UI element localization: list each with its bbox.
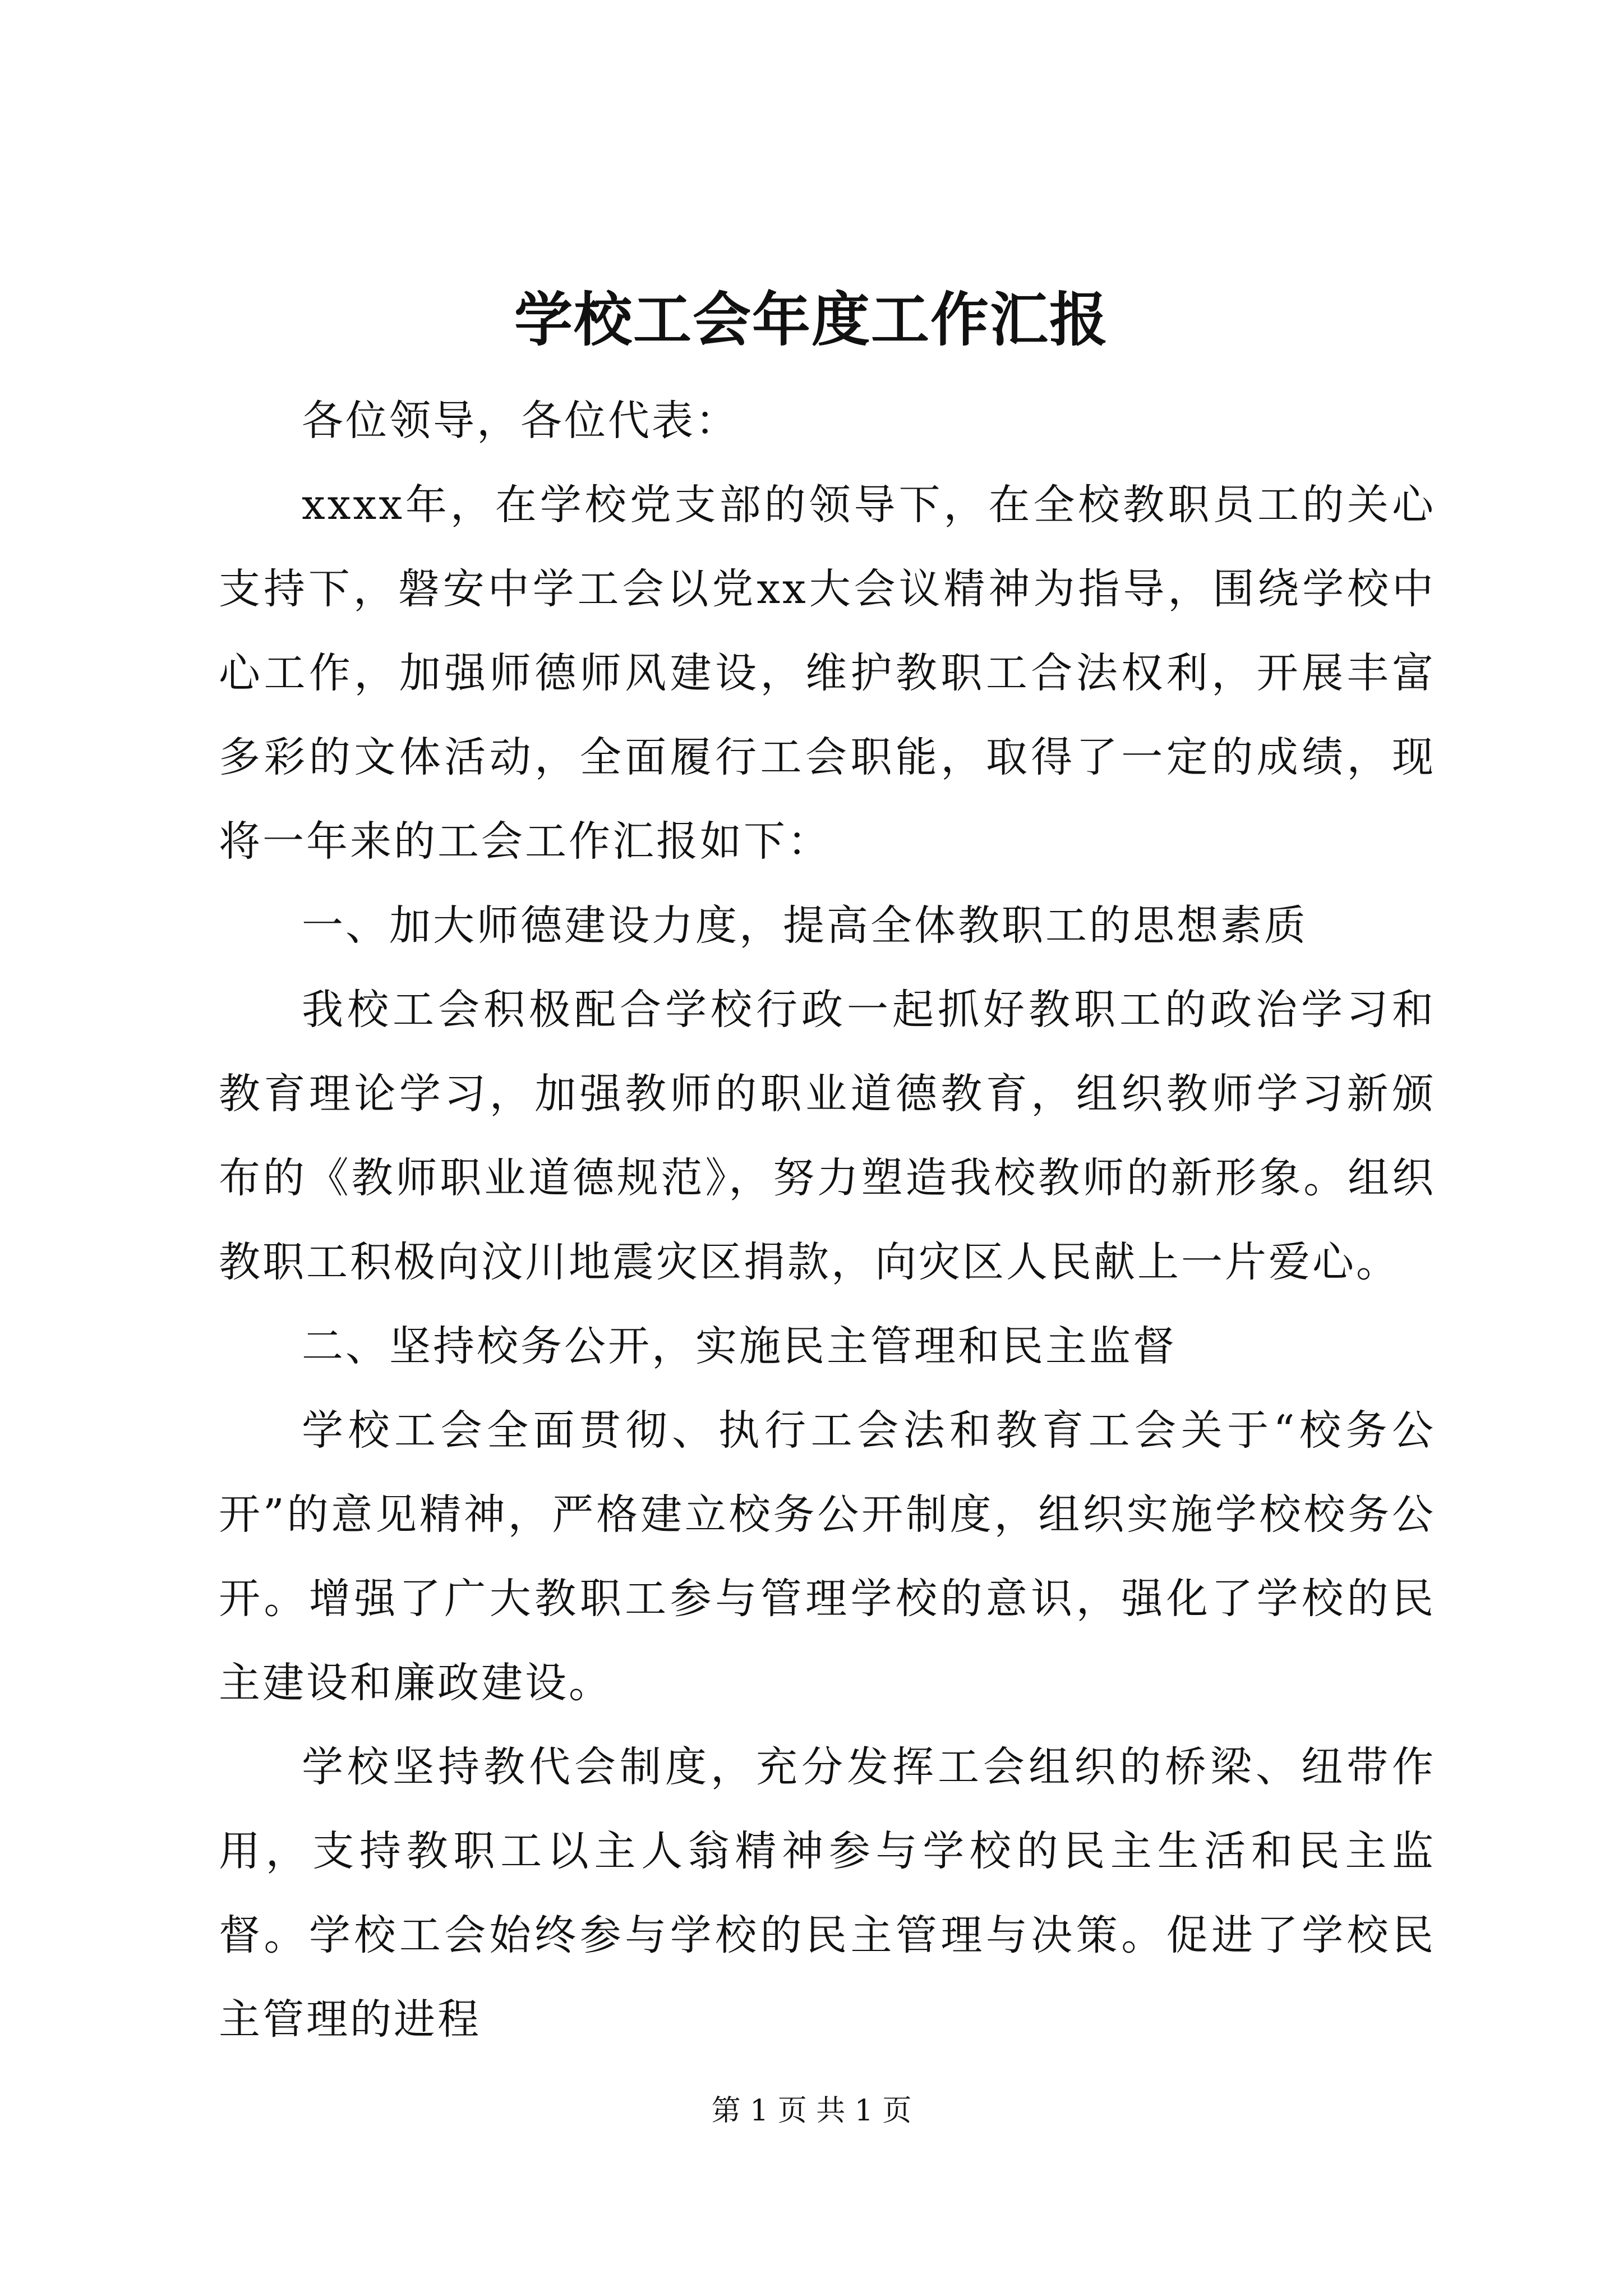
page-footer: 第 1 页 共 1 页 xyxy=(711,2094,912,2128)
section-2-paragraph-2: 学校坚持教代会制度，充分发挥工会组织的桥梁、纽带作用，支持教职工以主人翁精神参与学校的民主生活和民主监督。学校工会始终参与学校的民主管理与决策。促进了学校民主管理的进程 xyxy=(219,1743,1436,2044)
document-title: 学校工会年度工作汇报 xyxy=(514,285,1109,354)
section-heading-2: 二、坚持校务公开，实施民主管理和民主监督 xyxy=(302,1322,1177,1370)
section-1-paragraph: 我校工会积极配合学校行政一起抓好教职工的政治学习和教育理论学习，加强教师的职业道德教育，组织教师学习新颁布的《教师职业道德规范》，努力塑造我校教师的新形象。组织教职工积极向汶川地震灾区捐款，向灾区人民献上一片爱心。 xyxy=(219,986,1436,1286)
salutation-paragraph: 各位领导，各位代表： xyxy=(302,397,739,445)
document-body xyxy=(219,379,1436,2062)
section-heading-1: 一、加大师德建设力度，提高全体教职工的思想素质 xyxy=(302,901,1308,950)
section-2-paragraph-1: 学校工会全面贯彻、执行工会法和教育工会关于“校务公开”的意见精神，严格建立校务公开制度，组织实施学校校务公开。增强了广大教职工参与管理学校的意识，强化了学校的民主建设和廉政建设。 xyxy=(219,1406,1436,1707)
intro-paragraph: xxxx年，在学校党支部的领导下，在全校教职员工的关心支持下，磐安中学工会以党xx大会议精神为指导，围绕学校中心工作，加强师德师风建设，维护教职工合法权利，开展丰富多彩的文体活动，全面履行工会职能，取得了一定的成绩，现将一年来的工会工作汇报如下： xyxy=(219,481,1436,866)
